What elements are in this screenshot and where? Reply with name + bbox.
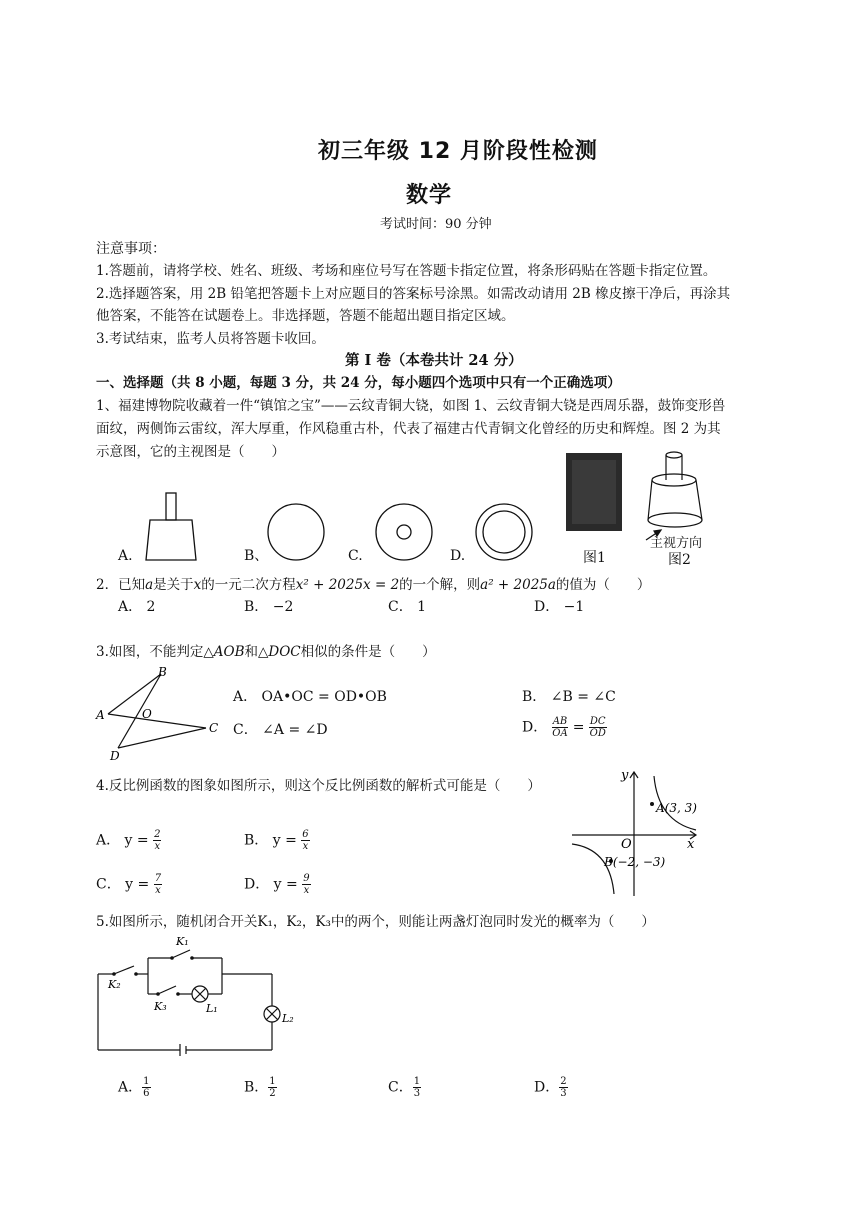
q3-option-d: D． $\frac{AB}{OA}$ = $\frac{DC}{OD}$ [522, 716, 606, 739]
q3-diagram [94, 664, 224, 764]
q1-option-b-figure [268, 504, 324, 560]
q3-label-d: D [110, 749, 120, 763]
q1-fig2-caption: 图2 [668, 552, 691, 568]
q5-option-a: A． $\frac{1}{6}$ [118, 1076, 150, 1099]
q5-circuit [94, 930, 314, 1060]
q2-stem: 2．已知a是关于x的一元二次方程x² + 2025x = 2的一个解，则a² + 2025a的值为（ ） [96, 577, 651, 593]
q5-option-b: B． $\frac{1}{2}$ [244, 1076, 276, 1099]
q1-fig1-photo [566, 453, 622, 531]
notes-heading: 注意事项： [96, 241, 166, 257]
q3-option-c: C． ∠A = ∠D [233, 722, 328, 738]
q1-line-3: 示意图，它的主视图是（ ） [96, 444, 285, 460]
q1-option-d: D. [450, 548, 466, 564]
q1-option-c-figure [376, 504, 432, 560]
q3-option-b: B． ∠B = ∠C [522, 689, 616, 705]
q4-stem: 4.反比例函数的图象如图所示，则这个反比例函数的解析式可能是（ ） [96, 778, 541, 794]
note-item-3: 3.考试结束，监考人员将答题卡收回。 [96, 331, 325, 347]
q5-label-k3: K₃ [154, 1000, 167, 1013]
q1-line-2: 面纹，两侧饰云雷纹，浑大厚重，作风稳重古朴，代表了福建古代青铜文化曾经的历史和辉煌。图 2 为其 [96, 421, 721, 437]
q5-stem: 5.如图所示，随机闭合开关K₁，K₂，K₃中的两个，则能让两盏灯泡同时发光的概率为（ ） [96, 914, 655, 930]
q4-point-a: A(3, 3) [656, 801, 697, 815]
q5-label-k1: K₁ [176, 935, 189, 948]
q1-option-b: B、 [244, 548, 269, 564]
q1-figures [96, 450, 736, 575]
q1-line-1: 1、福建博物院收藏着一件“镇馆之宝”——云纹青铜大铙，如图 1、云纹青铜大铙是西周乐器，鼓饰变形兽 [96, 398, 726, 414]
q1-option-a: A. [118, 548, 133, 564]
q5-option-c: C． $\frac{1}{3}$ [388, 1076, 421, 1099]
q4-option-c: C． y = $\frac{7}{x}$ [96, 873, 162, 896]
q1-option-d-figure [476, 504, 532, 560]
q2-option-d: D． −1 [534, 599, 585, 615]
q1-fig2-sketch [646, 452, 702, 540]
q1-view-direction: 主视方向 [650, 536, 703, 551]
note-item-2b: 他答案，不能答在试题卷上。非选择题，答题不能超出题目指定区域。 [96, 308, 515, 324]
q1-option-a-figure [146, 493, 196, 560]
q4-option-a: A． y = $\frac{2}{x}$ [96, 829, 161, 852]
q3-option-a: A． OA•OC = OD•OB [233, 689, 387, 705]
q4-origin: O [621, 837, 632, 852]
q5-label-k2: K₂ [108, 978, 121, 991]
q2-option-b: B． −2 [244, 599, 294, 615]
q1-fig1-caption: 图1 [583, 550, 606, 566]
q5-label-l1: L₁ [206, 1002, 218, 1015]
exam-time: 考试时间：90 分钟 [380, 217, 492, 232]
part-one-heading: 一、选择题（共 8 小题，每题 3 分，共 24 分，每小题四个选项中只有一个正确选项） [96, 375, 621, 391]
q4-graph [568, 766, 708, 901]
q2-option-c: C． 1 [388, 599, 427, 615]
exam-title: 初三年级 12 月阶段性检测 [318, 139, 598, 164]
note-item-2a: 2.选择题答案，用 2B 铅笔把答题卡上对应题目的答案标号涂黑。如需改动请用 2B 橡皮擦干净后，再涂其 [96, 286, 731, 302]
q1-option-c: C. [348, 548, 363, 564]
q3-label-a: A [96, 708, 105, 722]
q4-point-b: B(−2, −3) [604, 855, 666, 869]
q4-axis-y: y [621, 768, 629, 783]
note-item-1: 1.答题前，请将学校、姓名、班级、考场和座位号写在答题卡指定位置，将条形码贴在答题卡指定位置。 [96, 263, 717, 279]
q4-option-d: D． y = $\frac{9}{x}$ [244, 873, 310, 896]
q3-label-c: C [209, 721, 219, 735]
subject-title: 数学 [406, 183, 453, 208]
q3-label-o: O [142, 707, 152, 721]
q4-option-b: B． y = $\frac{6}{x}$ [244, 829, 309, 852]
q5-option-d: D． $\frac{2}{3}$ [534, 1076, 567, 1099]
q3-label-b: B [158, 665, 167, 679]
section-title: 第 I 卷（本卷共计 24 分） [345, 352, 523, 369]
q4-axis-x: x [687, 837, 695, 852]
q5-label-l2: L₂ [282, 1012, 294, 1025]
q2-option-a: A． 2 [118, 599, 156, 615]
q3-stem: 3.如图，不能判定△AOB和△DOC相似的条件是（ ） [96, 644, 436, 660]
